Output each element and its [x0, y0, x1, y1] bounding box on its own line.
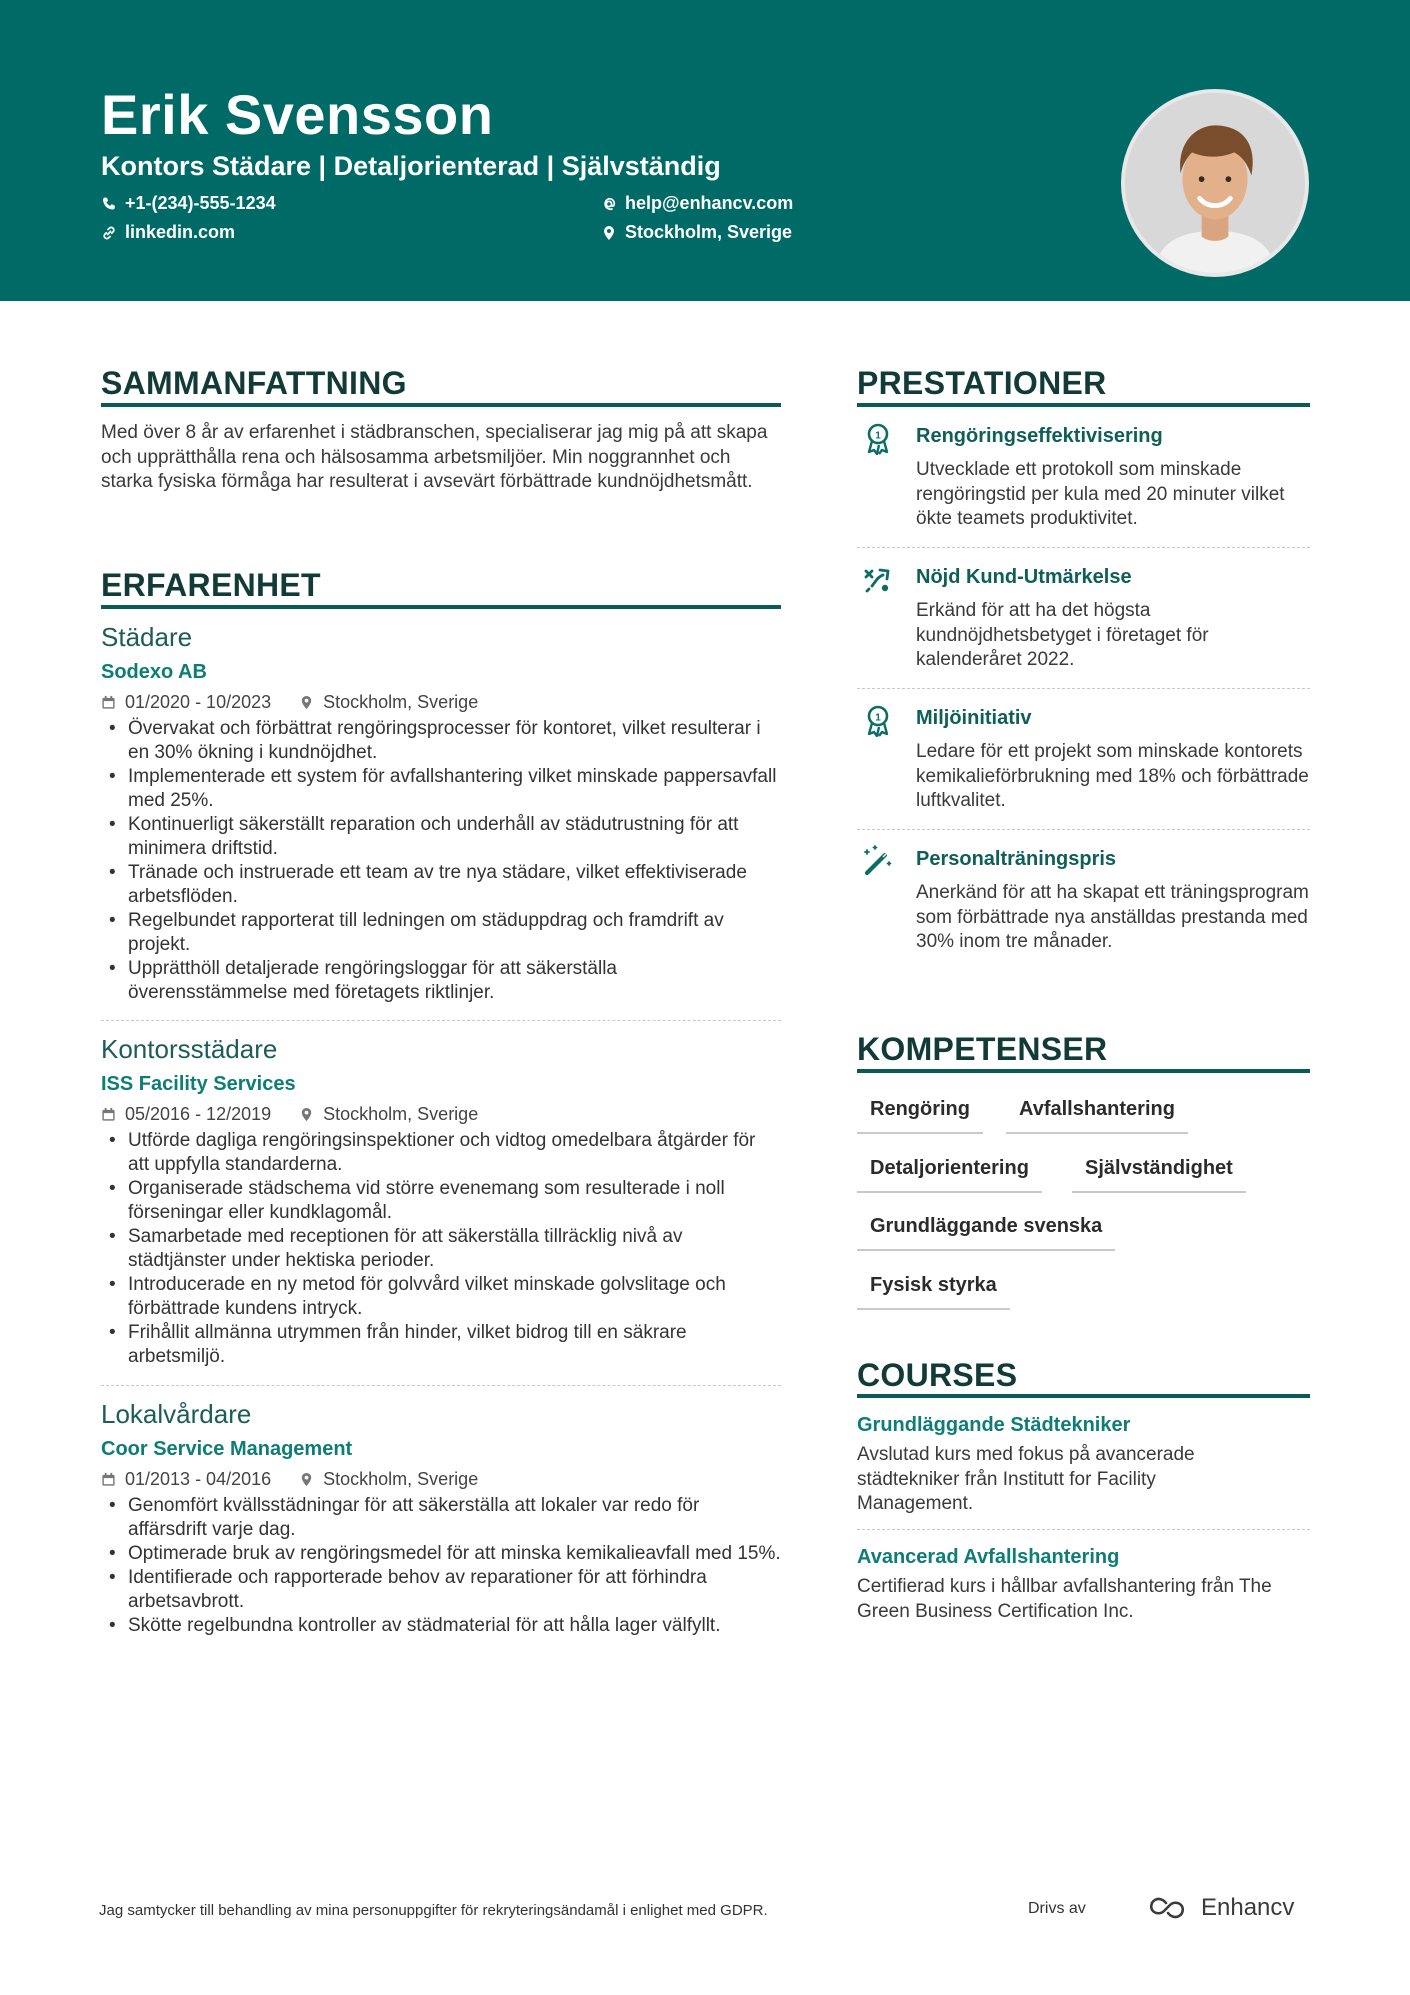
- skills-heading: KOMPETENSER: [857, 1031, 1108, 1067]
- gdpr-consent: Jag samtycker till behandling av mina personuppgifter för rekryteringsändamål i enlighet med GDPR.: [99, 1902, 768, 1919]
- job-location: Stockholm, Sverige: [323, 1469, 479, 1489]
- location-pin-icon: [601, 225, 617, 241]
- job-bullet: • Identifierade och rapporterade behov av reparationer för att förhindra arbetsavbrott.: [101, 1566, 781, 1614]
- contact-email[interactable]: [601, 193, 793, 214]
- tactics-icon: [861, 562, 895, 596]
- location-pin-icon: [299, 695, 314, 710]
- job-bullet: • Optimerade bruk av rengöringsmedel för att minska kemikalieavfall med 15%.: [101, 1542, 781, 1566]
- achievement-divider: [857, 829, 1310, 830]
- job-bullet: • Övervakat och förbättrat rengöringsprocesser för kontoret, vilket resulterar i en 30% ökning i kundnöjdhet.: [101, 717, 781, 765]
- summary-text: Med över 8 år av erfarenhet i städbranschen, specialiserar jag mig på att skapa och upprätthålla rena och hälsosamma arbetsmiljöer. Min noggrannhet och starka fysiska förmåga har resulterat i avsevärt förbättrade kundnöjdhetsmått.: [101, 422, 768, 492]
- job-bullet: • Upprätthöll detaljerade rengöringsloggar för att säkerställa överensstämmelse med företagets riktlinjer.: [101, 957, 781, 1005]
- summary-rule: [101, 403, 781, 407]
- job-company: Coor Service Management: [101, 1438, 353, 1460]
- candidate-name: Erik Svensson: [101, 83, 494, 146]
- profile-photo: [1121, 89, 1309, 277]
- skill-tag: Avfallshantering: [1006, 1092, 1188, 1134]
- location-pin-icon: [299, 1472, 314, 1487]
- job-company: ISS Facility Services: [101, 1073, 296, 1095]
- job-company: Sodexo AB: [101, 661, 207, 683]
- skill-tag: Rengöring: [857, 1092, 983, 1134]
- job-dates: 01/2013 - 04/2016: [125, 1469, 272, 1489]
- skill-tag: Grundläggande svenska: [857, 1209, 1115, 1251]
- job-dates: 05/2016 - 12/2019: [125, 1104, 272, 1124]
- award-ribbon-icon: [861, 421, 895, 455]
- job-meta: [101, 692, 781, 713]
- job-bullet: • Samarbetade med receptionen för att säkerställa tillräcklig nivå av städtjänster under hektiska perioder.: [101, 1225, 781, 1273]
- contact-location: [601, 222, 792, 243]
- svg-text:1: 1: [875, 430, 881, 442]
- at-icon: [601, 196, 617, 212]
- job-bullet: • Utförde dagliga rengöringsinspektioner och vidtog omedelbara åtgärder för att uppfylla standarderna.: [101, 1129, 781, 1177]
- resume-header: [0, 0, 1410, 301]
- achievements-rule: [857, 403, 1310, 407]
- course-title: Avancerad Avfallshantering: [857, 1546, 1120, 1568]
- job-entry: [101, 622, 781, 1005]
- job-bullet: • Tränade och instruerade ett team av tre nya städare, vilket effektiviserade arbetsflöden.: [101, 861, 781, 909]
- job-bullet: • Organiserade städschema vid större evenemang som resulterade i noll förseningar eller kundklagomål.: [101, 1177, 781, 1225]
- award-ribbon-icon: [861, 703, 895, 737]
- magic-wand-icon: [861, 844, 895, 878]
- job-bullets: [101, 1494, 781, 1638]
- job-bullets: [101, 717, 781, 1005]
- candidate-tagline: Kontors Städare | Detaljorienterad | Självständig: [101, 151, 721, 181]
- phone-icon: [101, 196, 117, 212]
- achievement-title: Personalträningspris: [916, 848, 1117, 870]
- svg-text:1: 1: [875, 712, 881, 724]
- job-bullet: • Genomfört kvällsstädningar för att säkerställa att lokaler var redo för affärsdrift varje dag.: [101, 1494, 781, 1542]
- job-title: Lokalvårdare: [101, 1399, 252, 1429]
- summary-heading: SAMMANFATTNING: [101, 365, 407, 401]
- job-meta: [101, 1104, 781, 1125]
- job-bullet: • Regelbundet rapporterat till ledningen om städuppdrag och framdrift av projekt.: [101, 909, 781, 957]
- job-meta: [101, 1469, 781, 1490]
- course-divider: [857, 1529, 1310, 1530]
- job-bullets: [101, 1129, 781, 1369]
- location-text: Stockholm, Sverige: [625, 222, 793, 242]
- achievement-title: Miljöinitiativ: [916, 707, 1032, 729]
- achievement-text: Anerkänd för att ha skapat ett träningsprogram som förbättrade nya anställdas prestanda med 30% inom tre månader.: [916, 882, 1309, 952]
- job-divider: [101, 1385, 781, 1386]
- calendar-icon: [101, 695, 116, 710]
- job-location: Stockholm, Sverige: [323, 692, 479, 712]
- job-dates: 01/2020 - 10/2023: [125, 692, 272, 712]
- skills-rule: [857, 1069, 1310, 1073]
- calendar-icon: [101, 1107, 116, 1122]
- achievement-title: Rengöringseffektivisering: [916, 425, 1163, 447]
- job-bullet: • Frihållit allmänna utrymmen från hinder, vilket bidrog till en säkrare arbetsmiljö.: [101, 1321, 781, 1369]
- job-title: Kontorsstädare: [101, 1034, 278, 1064]
- achievement-title: Nöjd Kund-Utmärkelse: [916, 566, 1132, 588]
- experience-rule: [101, 605, 781, 609]
- brand-name: Enhancv: [1201, 1894, 1295, 1921]
- achievements-heading: PRESTATIONER: [857, 365, 1107, 401]
- enhancv-logo-icon: [1147, 1895, 1193, 1921]
- job-entry: [101, 1399, 781, 1638]
- email-text: help@enhancv.com: [625, 193, 794, 213]
- job-bullet: • Skötte regelbundna kontroller av städmaterial för att hålla lager välfyllt.: [101, 1614, 781, 1638]
- calendar-icon: [101, 1472, 116, 1487]
- job-entry: [101, 1034, 781, 1369]
- achievement-divider: [857, 688, 1310, 689]
- course-text: Avslutad kurs med fokus på avancerade städtekniker från Institutt for Facility Management.: [857, 1444, 1195, 1514]
- courses-heading: COURSES: [857, 1357, 1018, 1393]
- experience-heading: ERFARENHET: [101, 567, 321, 603]
- achievement-text: Utvecklade ett protokoll som minskade rengöringstid per kula med 20 minuter vilket ökte teamets produktivitet.: [916, 459, 1285, 529]
- contact-phone[interactable]: [101, 193, 276, 214]
- course-title: Grundläggande Städtekniker: [857, 1414, 1131, 1436]
- phone-text: +1-(234)-555-1234: [125, 193, 276, 213]
- job-title: Städare: [101, 622, 193, 652]
- brand-logo[interactable]: [1147, 1894, 1294, 1922]
- courses-rule: [857, 1394, 1310, 1398]
- skill-tag: Självständighet: [1072, 1151, 1246, 1193]
- skill-tag: Fysisk styrka: [857, 1268, 1010, 1310]
- skill-tag: Detaljorientering: [857, 1151, 1042, 1193]
- course-text: Certifierad kurs i hållbar avfallshantering från The Green Business Certification Inc.: [857, 1576, 1272, 1622]
- location-pin-icon: [299, 1107, 314, 1122]
- achievement-text: Erkänd för att ha det högsta kundnöjdhetsbetyget i företaget för kalenderåret 2022.: [916, 600, 1209, 670]
- job-bullet: • Implementerade ett system för avfallshantering vilket minskade pappersavfall med 25%.: [101, 765, 781, 813]
- job-divider: [101, 1020, 781, 1021]
- job-bullet: • Introducerade en ny metod för golvvård vilket minskade golvslitage och förbättrade kundens intryck.: [101, 1273, 781, 1321]
- linkedin-text: linkedin.com: [125, 222, 236, 242]
- achievement-divider: [857, 547, 1310, 548]
- link-icon: [101, 225, 117, 241]
- powered-by-label: Drivs av: [1028, 1900, 1086, 1917]
- contact-linkedin[interactable]: [101, 222, 235, 243]
- achievement-text: Ledare för ett projekt som minskade kontorets kemikalieförbrukning med 18% och förbättrade luftkvalitet.: [916, 741, 1309, 811]
- job-bullet: • Kontinuerligt säkerställt reparation och underhåll av städutrustning för att minimera driftstid.: [101, 813, 781, 861]
- job-location: Stockholm, Sverige: [323, 1104, 479, 1124]
